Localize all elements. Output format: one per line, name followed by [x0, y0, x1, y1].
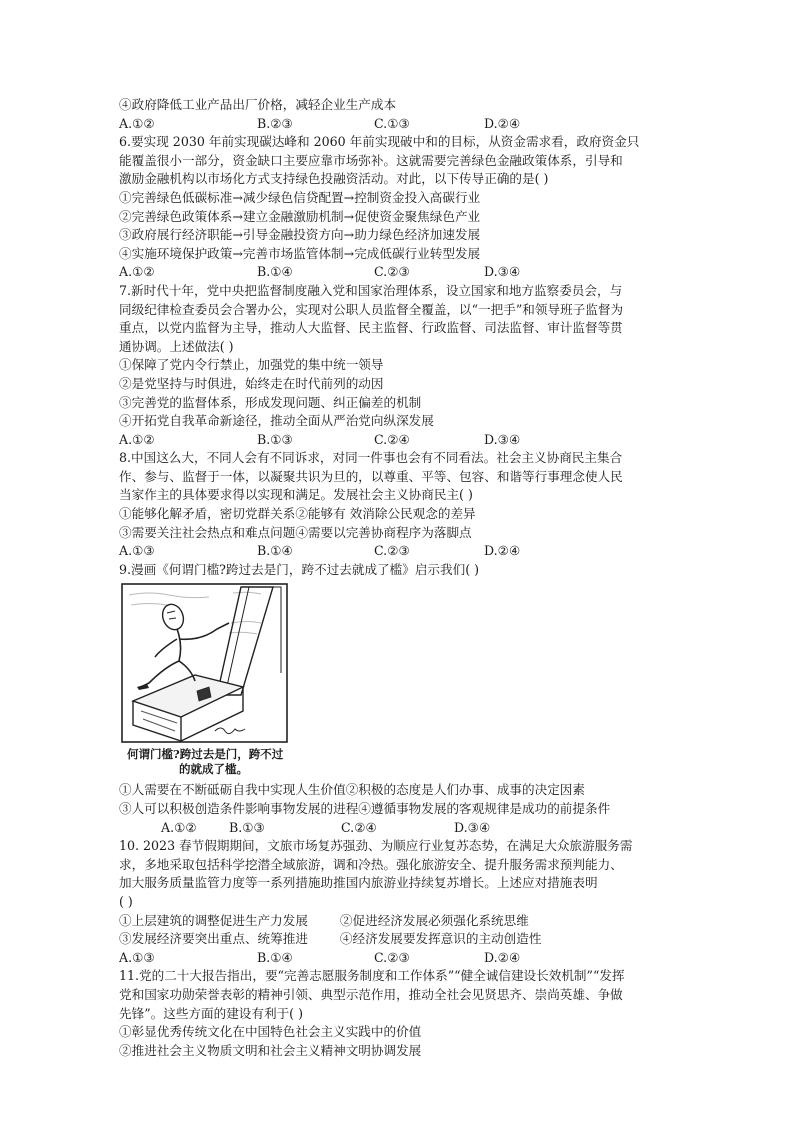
q6-stem-line: 能覆盖很小一部分，资金缺口主要应靠市场弥补。这就需要完善绿色金融政策体系，引导和 [119, 152, 623, 168]
q8-stem-line: 8.中国这么大，不同人会有不同诉求，对同一件事也会有不同看法。社会主义协商民主集合 [119, 450, 623, 466]
q7-stem-line: 重点，以党内监督为主导，推动人大监督、民主监督、行政监督、司法监督、审计监督等贯 [119, 320, 623, 336]
q11-item: ①彰显优秀传统文化在中国特色社会主义实践中的价值 [119, 1024, 422, 1040]
option-b: B.①③ [229, 819, 265, 835]
option-b: B.②③ [257, 115, 293, 131]
q6-item: ③政府展行经济职能→引导金融投资方向→助力绿色经济加速发展 [119, 227, 481, 243]
option-a: A.①② [161, 819, 197, 835]
q8-item: ①能够化解矛盾，密切党群关系②能够有 效消除公民观念的差异 [119, 506, 476, 522]
option-d: D.②④ [484, 543, 521, 559]
option-b: B.①③ [257, 431, 293, 447]
option-c: C.②③ [374, 264, 410, 280]
option-c: C.②③ [374, 949, 410, 965]
q7-stem-line: 7.新时代十年，党中央把监督制度融入党和国家治理体系，设立国家和地方监察委员会，与 [119, 282, 623, 298]
q8-stem-line: 作、参与、监督于一体，以凝聚共识为旦的，以尊重、平等、包容、和谐等行事理念使人民 [119, 468, 623, 484]
q9-options [119, 819, 679, 838]
q7-item: ①保障了党内令行禁止，加强党的集中统一领导 [119, 357, 384, 373]
cartoon-caption [127, 747, 297, 777]
q10-stem-line: ( ) [119, 894, 133, 909]
q11-item: ②推进社会主义物质文明和社会主义精神文明协调发展 [119, 1042, 422, 1058]
q8-options [119, 542, 679, 561]
q9-item: ③人可以积极创造条件影响事物发展的进程④遵循事物发展的客观规律是成功的前提条件 [119, 801, 611, 817]
option-d: D.③④ [484, 431, 521, 447]
q11-stem-line: 党和国家功勋荣誉表彰的精神引领、典型示范作用，推动全社会见贤思齐、崇尚英雄、争做 [119, 986, 623, 1002]
q10-item: ③发展经济要突出重点、统筹推进 ④经济发展要发挥意识的主动创造性 [119, 931, 542, 947]
q7-item: ④开拓党自我革命新途径，推动全面从严治党向纵深发展 [119, 413, 434, 429]
exam-page [119, 96, 679, 1060]
q5-options [119, 115, 679, 134]
option-b: B.①④ [257, 949, 293, 965]
option-c: C.①③ [374, 115, 410, 131]
q7-stem-line: 通协调。上述做法( ) [119, 338, 234, 354]
q6-stem-line: 6.要实现 2030 年前实现碳达峰和 2060 年前实现破中和的目标，从资金需求看，政府资金只 [119, 134, 640, 150]
cartoon-drawing [121, 583, 291, 747]
q9-stem: 9.漫画《何谓门槛?跨过去是门，跨不过去就成了槛》启示我们( ) [119, 561, 480, 577]
option-d: D.②④ [484, 949, 521, 965]
q7-item: ③完善党的监督体系，形成发现问题、纠正偏差的机制 [119, 394, 422, 410]
option-a: A.①② [119, 264, 155, 280]
q7-options [119, 431, 679, 450]
q7-item: ②是党坚持与时俱进，始终走在时代前列的动因 [119, 375, 384, 391]
q6-options [119, 263, 679, 282]
option-a: A.①② [119, 431, 155, 447]
option-b: B.①④ [257, 264, 293, 280]
q6-item: ④实施环境保护政策→完善市场监管体制→完成低碳行业转型发展 [119, 245, 481, 261]
option-b: B.①④ [257, 543, 293, 559]
q9-item: ①人需要在不断砥砺自我中实现人生价值②积极的态度是人们办事、成事的决定因素 [119, 782, 585, 798]
option-d: D.②④ [484, 115, 521, 131]
option-d: D.③④ [484, 264, 521, 280]
q5-item-4: ④政府降低工业产品出厂价格，减轻企业生产成本 [119, 97, 397, 112]
q10-options [119, 949, 679, 968]
option-a: A.①② [119, 115, 155, 131]
caption-line: 何谓门槛?跨过去是门，跨不过 [127, 747, 284, 762]
q7-stem-line: 同级纪律检查委员会合署办公，实现对公职人员监督全覆盖，以“一把手”和领导班子监督为 [119, 301, 624, 317]
q6-item: ①完善绿色低碳标准→减少绿色信贷配置→控制资金投入高碳行业 [119, 189, 481, 205]
q8-item: ③需要关注社会热点和难点问题④需要以完善协商程序为落脚点 [119, 524, 472, 540]
q11-stem-line: 11.党的二十大报告指出，要“完善志愿服务制度和工作体系”“健全诚信建设长效机制”“发挥 [119, 968, 625, 984]
q10-stem-line: 求，多地采取包括科学挖潜全域旅游，调和冷热。强化旅游安全、提升服务需求预判能力、 [119, 856, 623, 872]
q10-item: ①上层建筑的调整促进生产力发展 ②促进经济发展必须强化系统思维 [119, 912, 529, 928]
q11-stem-line: 先锋”。这些方面的建设有利于( ) [119, 1005, 303, 1021]
option-c: C.②③ [374, 543, 410, 559]
option-a: A.①③ [119, 949, 155, 965]
cartoon-figure [121, 583, 291, 779]
q10-stem-line: 10. 2023 春节假期期间，文旅市场复苏强劲、为顺应行业复苏态势，在满足大众旅游服务需 [119, 838, 633, 854]
q6-item: ②完善绿色政策体系→建立金融激励机制→促使资金聚焦绿色产业 [119, 208, 481, 224]
q8-stem-line: 当家作主的具体要求得以实现和满足。发展社会主义协商民主( ) [119, 487, 473, 503]
option-c: C.②④ [374, 431, 410, 447]
caption-line: 的就成了槛。 [179, 762, 248, 777]
q6-stem-line: 激励金融机构以市场化方式支持绿色投融资活动。对此，以下传导正确的是( ) [119, 171, 549, 187]
option-c: C.②④ [341, 819, 377, 835]
option-a: A.①③ [119, 543, 155, 559]
option-d: D.③④ [454, 819, 491, 835]
q10-stem-line: 加大服务质量监管力度等一系列措施助推国内旅游业持续复苏增长。上述应对措施表明 [119, 875, 598, 891]
